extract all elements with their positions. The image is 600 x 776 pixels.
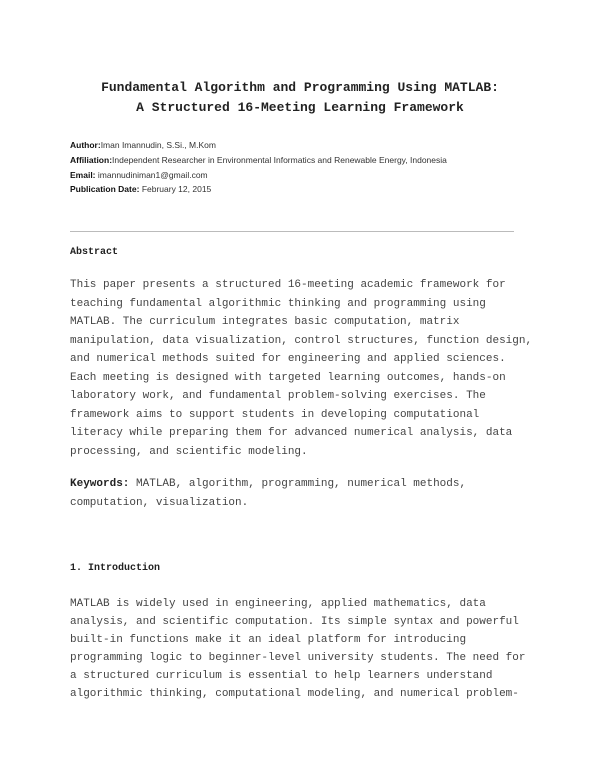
intro-line: algorithmic thinking, computational modeling, and numerical problem-: [70, 688, 519, 700]
keywords: [70, 475, 466, 512]
email: imannudiniman1@gmail.com: [97, 170, 208, 180]
abstract-line: This paper presents a structured 16-meeting academic framework for: [70, 279, 506, 291]
affiliation-line: [70, 155, 447, 165]
divider: [70, 231, 514, 232]
affiliation: Independent Researcher in Environmental Informatics and Renewable Energy, Indonesia: [112, 155, 447, 165]
intro-line: programming logic to beginner-level university students. The need for: [70, 652, 526, 664]
publication-date: February 12, 2015: [141, 184, 212, 194]
intro-line: built-in functions make it an ideal platform for introducing: [70, 634, 467, 646]
abstract-line: laboratory work, and fundamental problem-solving exercises. The: [70, 390, 486, 402]
keywords-label: Keywords:: [70, 478, 130, 490]
keywords-line: computation, visualization.: [70, 496, 249, 509]
abstract-line: and numerical methods suited for engineering and applied sciences.: [70, 353, 506, 365]
paper-title-line-1: Fundamental Algorithm and Programming Using MATLAB:: [101, 80, 499, 95]
intro-line: a structured curriculum is essential to help learners understand: [70, 670, 493, 682]
abstract-line: processing, and scientific modeling.: [70, 445, 308, 458]
email-label: Email:: [70, 170, 96, 180]
abstract-line: manipulation, data visualization, control structures, function design,: [70, 334, 533, 347]
author-label: Author:: [70, 140, 101, 150]
author-line: [70, 140, 216, 150]
abstract-line: Each meeting is designed with targeted learning outcomes, hands-on: [70, 371, 506, 384]
paper-title-line-2: A Structured 16-Meeting Learning Framework: [136, 100, 464, 115]
abstract-heading: Abstract: [70, 247, 119, 258]
abstract-body: [70, 276, 532, 461]
date-line: [70, 184, 211, 194]
introduction-body: [70, 595, 525, 703]
affiliation-label: Affiliation:: [70, 155, 113, 165]
abstract-line: teaching fundamental algorithmic thinking and programming using: [70, 297, 486, 310]
abstract-line: framework aims to support students in developing computational: [70, 408, 480, 421]
intro-line: analysis, and scientific computation. Its simple syntax and powerful: [70, 616, 519, 628]
intro-line: MATLAB is widely used in engineering, applied mathematics, data: [70, 598, 486, 610]
author: Iman Imannudin, S.Si., M.Kom: [100, 140, 216, 150]
keywords-line: MATLAB, algorithm, programming, numerical methods,: [129, 478, 467, 490]
email-line: [70, 170, 208, 180]
abstract-line: MATLAB. The curriculum integrates basic computation, matrix: [70, 316, 460, 328]
introduction-heading: 1. Introduction: [70, 563, 161, 574]
date-label: Publication Date:: [70, 184, 140, 194]
abstract-line: literacy while preparing them for advanced numerical analysis, data: [70, 427, 513, 439]
